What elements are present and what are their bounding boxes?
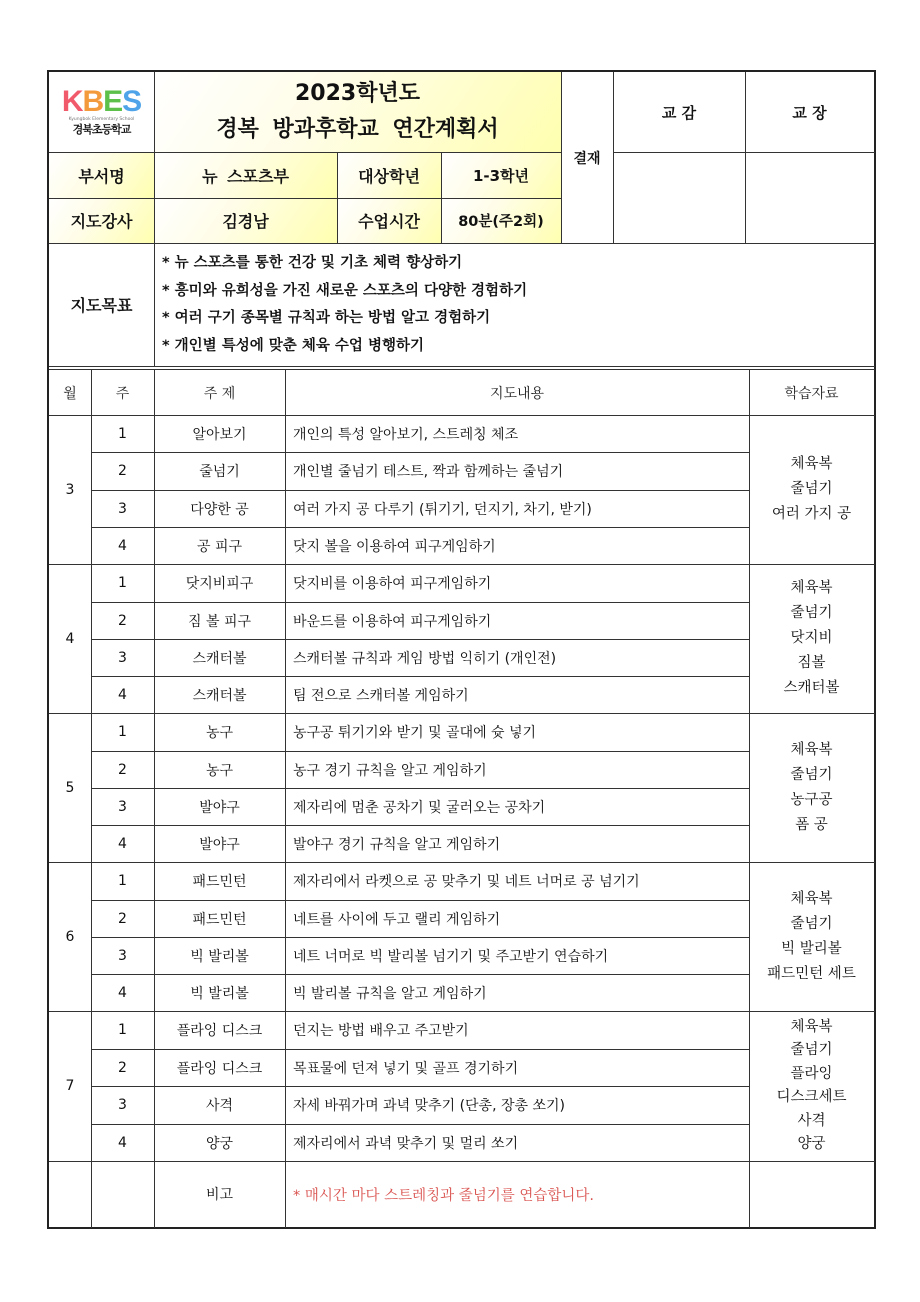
material-item: 양궁 (797, 1136, 826, 1152)
content-cell: 개인별 줄넘기 테스트, 짝과 함께하는 줄넘기 (293, 464, 564, 480)
col-content: 지도내용 (489, 385, 545, 402)
goals-list (162, 250, 527, 360)
instructor-label: 지도강사 (49, 198, 154, 243)
logo-letter-e: E (103, 85, 123, 118)
dept-label: 부서명 (49, 152, 154, 198)
month-cell: 7 (65, 1078, 75, 1094)
topic-cell: 스캐터볼 (192, 650, 247, 667)
week-cell: 3 (118, 649, 127, 666)
material-item: 줄넘기 (790, 481, 833, 497)
topic-cell: 짐 볼 피구 (188, 613, 251, 630)
col-month: 월 (63, 385, 77, 402)
goal-item: * 여러 구기 종목별 규칙과 하는 방법 알고 경험하기 (162, 310, 491, 326)
topic-cell: 빅 발리볼 (190, 985, 249, 1002)
week-cell: 4 (118, 835, 127, 852)
material-item: 줄넘기 (790, 605, 833, 621)
week-cell: 2 (118, 612, 127, 629)
materials-cell (749, 713, 874, 862)
topic-cell: 줄넘기 (199, 464, 240, 480)
month-cell: 3 (65, 481, 75, 498)
grade-value: 1-3학년 (441, 152, 561, 198)
remarks-label: 비고 (205, 1187, 234, 1203)
topic-cell: 발야구 (199, 836, 240, 853)
content-cell: 닷지 볼을 이용하여 피구게임하기 (293, 538, 496, 555)
material-item: 패드민턴 세트 (767, 965, 856, 982)
material-item: 디스크세트 (776, 1089, 847, 1105)
topic-cell: 닷지비피구 (185, 576, 254, 592)
content-cell: 바운드를 이용하여 피구게임하기 (293, 613, 492, 630)
topic-cell: 공 피구 (196, 538, 243, 555)
topic-cell: 사격 (205, 1098, 234, 1114)
document-title (154, 72, 561, 152)
col-topic: 주 제 (203, 385, 236, 402)
content-cell: 던지는 방법 배우고 주고받기 (293, 1023, 469, 1039)
material-item: 줄넘기 (790, 766, 833, 783)
content-cell: 제자리에 멈춘 공차기 및 굴러오는 공차기 (293, 799, 546, 816)
content-cell: 스캐터볼 규칙과 게임 방법 익히기 (개인전) (293, 650, 557, 667)
week-cell: 2 (118, 910, 127, 927)
topic-cell: 플라잉 디스크 (176, 1060, 263, 1077)
week-cell: 4 (118, 984, 127, 1001)
material-item: 줄넘기 (790, 1042, 833, 1058)
week-cell: 3 (118, 947, 127, 964)
logo-letter-s: S (122, 85, 142, 118)
materials-cell (749, 1011, 874, 1161)
material-item: 짐볼 (797, 655, 826, 671)
remarks-text: * 매시간 마다 스트레칭과 줄넘기를 연습합니다. (293, 1187, 595, 1204)
content-cell: 팀 전으로 스캐터볼 게임하기 (293, 687, 469, 704)
week-cell: 2 (118, 1059, 127, 1076)
week-cell: 4 (118, 1134, 127, 1151)
material-item: 체육복 (790, 580, 833, 596)
content-cell: 농구 경기 규칙을 알고 게임하기 (293, 762, 487, 779)
topic-cell: 양궁 (205, 1135, 234, 1152)
approver-principal: 교 장 (792, 104, 827, 122)
material-item: 줄넘기 (790, 915, 833, 932)
instructor-value: 김경남 (154, 198, 337, 243)
topic-cell: 패드민턴 (192, 874, 247, 890)
week-cell: 1 (118, 575, 127, 591)
month-cell: 4 (65, 630, 75, 647)
content-cell: 닷지비를 이용하여 피구게임하기 (293, 576, 492, 592)
signature-box-principal (745, 152, 874, 243)
week-cell: 3 (118, 1097, 127, 1113)
topic-cell: 다양한 공 (190, 501, 249, 518)
logo-letter-k: K (61, 85, 83, 118)
col-materials: 학습자료 (784, 385, 839, 402)
content-cell: 개인의 특성 알아보기, 스트레칭 체조 (293, 426, 519, 443)
month-cell: 5 (65, 779, 75, 796)
topic-cell: 스캐터볼 (192, 687, 247, 704)
logo-wordmark (62, 87, 141, 117)
content-cell: 제자리에서 라켓으로 공 맞추기 및 네트 너머로 공 넘기기 (293, 874, 640, 890)
material-item: 닷지비 (790, 630, 833, 646)
school-logo (49, 72, 154, 152)
week-cell: 4 (118, 686, 127, 703)
col-week: 주 (115, 385, 130, 402)
materials-cell (749, 415, 874, 564)
material-item: 체육복 (790, 890, 833, 907)
logo-letter-b: B (82, 85, 104, 118)
week-cell: 1 (118, 873, 127, 889)
week-cell: 1 (118, 425, 127, 442)
material-item: 여러 가지 공 (771, 506, 852, 522)
material-item: 빅 발리볼 (781, 940, 842, 957)
content-cell: 빅 발리볼 규칙을 알고 게임하기 (293, 985, 487, 1002)
content-cell: 발야구 경기 규칙을 알고 게임하기 (293, 836, 501, 853)
approval-label: 결재 (573, 150, 601, 167)
content-cell: 네트 너머로 빅 발리볼 넘기기 및 주고받기 연습하기 (293, 948, 609, 965)
topic-cell: 발야구 (199, 799, 240, 816)
week-cell: 3 (118, 798, 127, 815)
content-cell: 목표물에 던져 넣기 및 골프 경기하기 (293, 1060, 519, 1077)
materials-cell (749, 862, 874, 1011)
content-cell: 네트를 사이에 두고 랠리 게임하기 (293, 911, 501, 928)
month-cell: 6 (65, 928, 75, 945)
goal-item: * 개인별 특성에 맞춘 체육 수업 병행하기 (162, 337, 424, 354)
approver-vice-principal: 교 감 (661, 104, 697, 122)
week-cell: 1 (118, 1022, 127, 1038)
topic-cell: 패드민턴 (192, 911, 247, 928)
material-item: 폼 공 (795, 816, 828, 833)
goals-label: 지도목표 (70, 296, 133, 315)
grade-label: 대상학년 (337, 152, 441, 198)
topic-cell: 빅 발리볼 (190, 948, 249, 965)
signature-box-vice-principal (613, 152, 745, 243)
content-cell: 제자리에서 과녁 맞추기 및 멀리 쏘기 (293, 1135, 519, 1152)
material-item: 스캐터볼 (783, 680, 840, 696)
material-item: 농구공 (790, 791, 833, 808)
time-value: 80분(주2회) (441, 198, 561, 243)
material-item: 플라잉 (790, 1065, 833, 1082)
material-item: 체육복 (790, 741, 833, 758)
goal-item: * 흥미와 유희성을 가진 새로운 스포츠의 다양한 경험하기 (162, 282, 528, 299)
title-year: 2023학년도 (295, 81, 420, 106)
goal-item: * 뉴 스포츠를 통한 건강 및 기초 체력 향상하기 (162, 255, 463, 271)
logo-subtitle: Kyungbok Elementary School (68, 117, 135, 122)
materials-cell (749, 564, 874, 713)
content-cell: 농구공 튀기기와 받기 및 골대에 슛 넣기 (293, 725, 537, 741)
topic-cell: 플라잉 디스크 (176, 1023, 263, 1039)
topic-cell: 농구 (205, 725, 234, 741)
material-item: 체육복 (790, 456, 833, 472)
week-cell: 4 (118, 537, 127, 554)
time-label: 수업시간 (337, 198, 441, 243)
week-cell: 2 (118, 761, 127, 778)
dept-value: 뉴 스포츠부 (154, 152, 337, 198)
material-item: 체육복 (790, 1018, 833, 1035)
content-cell: 여러 가지 공 다루기 (튀기기, 던지기, 차기, 받기) (293, 501, 592, 518)
content-cell: 자세 바꿔가며 과녁 맞추기 (단총, 장총 쏘기) (293, 1098, 565, 1114)
material-item: 사격 (797, 1112, 826, 1129)
week-cell: 2 (118, 463, 127, 479)
logo-korean-name: 경북초등학교 (72, 123, 131, 136)
week-cell: 1 (118, 724, 127, 740)
topic-cell: 알아보기 (192, 426, 247, 443)
week-cell: 3 (118, 500, 127, 517)
topic-cell: 농구 (205, 762, 234, 779)
title-main: 경복 방과후학교 연간계획서 (216, 117, 499, 142)
